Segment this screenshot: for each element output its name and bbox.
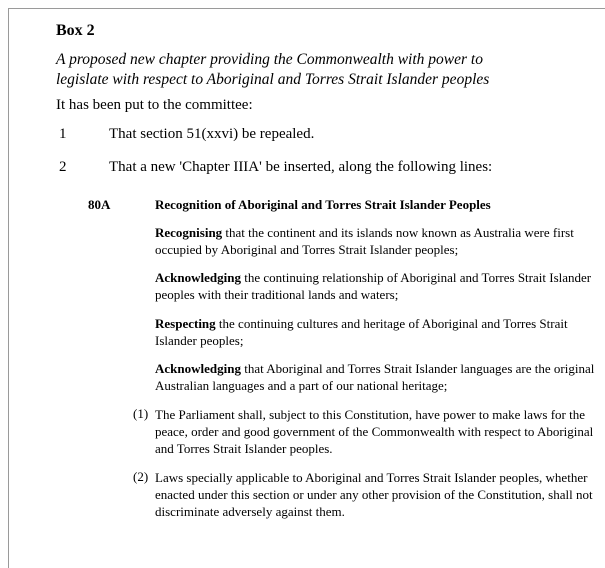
item-number: 2 xyxy=(59,159,67,175)
section-number: 80A xyxy=(88,197,111,212)
preamble-paragraph xyxy=(155,315,595,349)
preamble-text: that Aboriginal and Torres Strait Islander languages are the original Australian languages and a part of our national heritage; xyxy=(155,361,595,393)
preamble-paragraph xyxy=(155,360,595,394)
preamble-text: the continuing relationship of Aboriginal and Torres Strait Islander peoples with their traditional lands and waters; xyxy=(155,270,592,302)
preamble-keyword: Acknowledging xyxy=(155,270,241,285)
subtitle-line-1: A proposed new chapter providing the Commonwealth with power to xyxy=(56,51,483,68)
intro-text: It has been put to the committee: xyxy=(56,97,253,113)
preamble-text: that the continent and its islands now known as Australia were first occupied by Aboriginal and Torres Strait Islander peoples; xyxy=(155,225,574,257)
box-subtitle xyxy=(56,50,489,90)
item-text: That a new 'Chapter IIIA' be inserted, along the following lines: xyxy=(109,159,493,175)
item-number: 1 xyxy=(59,126,67,142)
preamble-keyword: Recognising xyxy=(155,225,223,240)
preamble-keyword: Respecting xyxy=(155,316,216,331)
item-text: That section 51(xxvi) be repealed. xyxy=(109,126,315,142)
preamble-paragraph xyxy=(155,269,595,303)
preamble-paragraph xyxy=(155,224,595,258)
preamble-text: the continuing cultures and heritage of Aboriginal and Torres Strait Islander peoples; xyxy=(155,316,568,348)
subsection-text: Laws specially applicable to Aboriginal and Torres Strait Islander peoples, whether enacted under this section or under any other provision of the Constitution, shall not discriminate adversely against them. xyxy=(155,470,593,519)
subtitle-line-2: legislate with respect to Aboriginal and Torres Strait Islander peoples xyxy=(56,71,490,88)
subsection-number: (2) xyxy=(133,469,149,484)
subsection-number: (1) xyxy=(133,406,149,421)
section-title: Recognition of Aboriginal and Torres Strait Islander Peoples xyxy=(155,197,491,212)
preamble-keyword: Acknowledging xyxy=(155,361,241,376)
box-title: Box 2 xyxy=(56,22,95,39)
subsection-text: The Parliament shall, subject to this Constitution, have power to make laws for the peace, order and good government of the Commonwealth with respect to Aboriginal and Torres Strait Islander peoples. xyxy=(155,407,594,456)
